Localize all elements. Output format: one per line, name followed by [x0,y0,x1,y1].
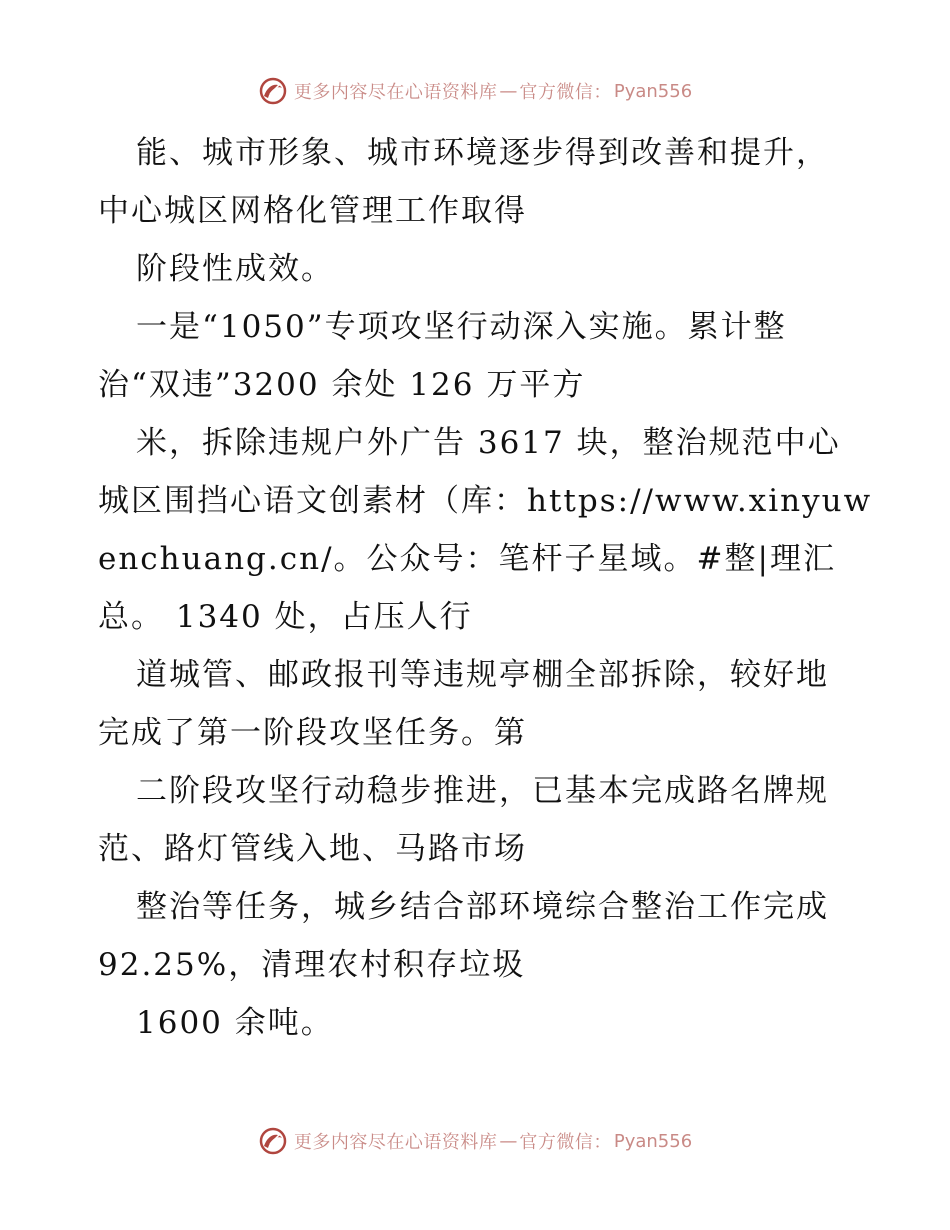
body-line: 92.25%，清理农村积存垃圾 [98,947,526,983]
watermark-dash: — [499,80,518,102]
body-line: 二阶段攻坚行动稳步推进，已基本完成路名牌规 [136,773,829,809]
watermark-handle: Pyan556 [613,80,693,102]
header-watermark [0,71,950,111]
brand-logo-icon [258,76,288,106]
body-line: 道城管、邮政报刊等违规亭棚全部拆除，较好地 [136,657,829,693]
body-line: 整治等任务，城乡结合部环境综合整治工作完成 [136,889,829,925]
body-line: 一是“1050”专项攻坚行动深入实施。累计整 [136,309,787,345]
document-body [98,124,873,1052]
brand-logo-icon [258,1126,288,1156]
watermark-official-label: 官方微信： [519,82,612,103]
body-line: 1600 余吨。 [136,1005,334,1041]
footer-watermark [0,1121,950,1161]
watermark-official-label: 官方微信： [519,1132,612,1153]
body-line: 范、路灯管线入地、马路市场 [98,831,527,867]
body-line: 治“双违”3200 余处 126 万平方 [98,367,586,403]
body-line: 中心城区网格化管理工作取得 [98,193,527,229]
watermark-text: 更多内容尽在心语资料库 [293,82,498,103]
body-line: 阶段性成效。 [136,251,334,287]
body-line: 米，拆除违规户外广告 3617 块，整治规范中心 [136,425,841,461]
body-line: enchuang.cn/。公众号：笔杆子星域。#整|理汇 [98,541,836,577]
body-line: 完成了第一阶段攻坚任务。第 [98,715,527,751]
watermark-handle: Pyan556 [613,1130,693,1152]
body-line: 总。 1340 处，占压人行 [98,599,473,635]
body-line: 城区围挡心语文创素材（库：https://www.xinyuw [98,483,873,519]
watermark-dash: — [499,1130,518,1152]
watermark-text: 更多内容尽在心语资料库 [293,1132,498,1153]
body-line: 能、城市形象、城市环境逐步得到改善和提升， [136,135,829,171]
